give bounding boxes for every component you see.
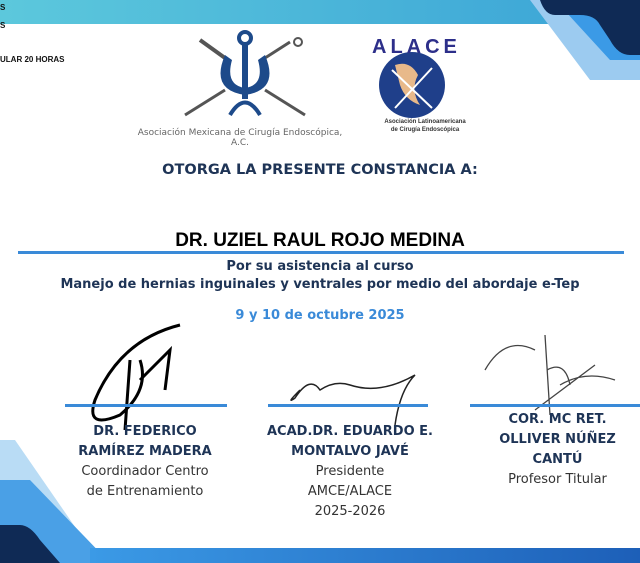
signatory-name: OLLIVER NÚÑEZ <box>499 432 616 447</box>
alace-wordmark: ALACE <box>372 36 461 58</box>
signatory-name: CANTÚ <box>532 452 583 467</box>
signatory-name: MONTALVO JAVÉ <box>291 444 409 459</box>
signature-line-3 <box>470 404 640 407</box>
course-title: Manejo de hernias inguinales y ventrales por medio del abordaje e-Tep <box>60 277 580 292</box>
signatory-role: de Entrenamiento <box>86 484 204 499</box>
alace-caption-1: Asociación Latinoamericana <box>384 119 466 125</box>
signature-2 <box>280 350 440 430</box>
signatory-1 <box>55 422 235 502</box>
signatory-role: AMCE/ALACE <box>307 484 393 499</box>
signatory-2 <box>250 422 450 522</box>
corner-decoration-top-right <box>500 0 640 80</box>
signatory-name: ACAD.DR. EDUARDO E. <box>267 424 433 439</box>
amce-logo <box>180 30 310 120</box>
signatory-role: Presidente <box>315 464 385 479</box>
alace-caption-2: de Cirugía Endoscópica <box>390 127 460 133</box>
overlay-text-3: ULAR 20 HORAS <box>0 55 65 64</box>
reason-text: Por su asistencia al curso <box>226 259 414 274</box>
signatory-name: RAMÍREZ MADERA <box>78 444 212 459</box>
divider <box>18 251 624 254</box>
certificate-heading: OTORGA LA PRESENTE CONSTANCIA A: <box>162 162 478 178</box>
signatory-name: COR. MC RET. <box>508 412 607 427</box>
signatory-3 <box>475 410 640 490</box>
signatory-role: 2025-2026 <box>314 504 386 519</box>
signatory-name: DR. FEDERICO <box>93 424 197 439</box>
overlay-text-2: S <box>0 21 6 30</box>
signatory-role: Profesor Titular <box>508 472 607 487</box>
signature-line-2 <box>268 404 428 407</box>
bottom-banner <box>90 548 640 563</box>
amce-caption: Asociación Mexicana de Cirugía Endoscópica, A.C. <box>137 128 343 148</box>
signature-line-1 <box>65 404 227 407</box>
overlay-text-1: S <box>0 3 6 12</box>
recipient-name: DR. UZIEL RAUL ROJO MEDINA <box>175 230 465 251</box>
signatory-role: Coordinador Centro <box>81 464 209 479</box>
course-date: 9 y 10 de octubre 2025 <box>235 308 405 323</box>
